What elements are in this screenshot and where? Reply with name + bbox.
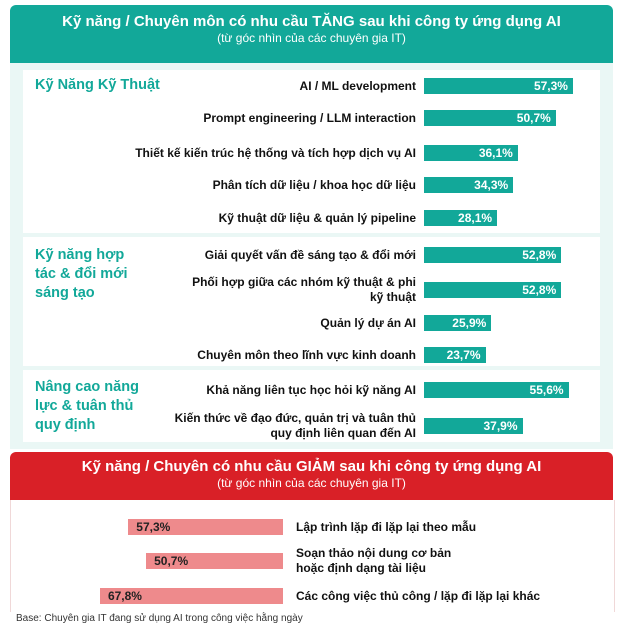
bar-value-label: 37,9%	[483, 419, 518, 433]
row-label-ai-ml-development: AI / ML development	[299, 78, 416, 93]
decrease-bar-value-label: 50,7%	[154, 554, 189, 568]
base-footnote: Base: Chuyên gia IT đang sử dụng AI trong công việc hằng ngày	[16, 613, 303, 624]
row-label-quan-ly-du-an-ai: Quản lý dự án AI	[320, 315, 416, 330]
increase-header	[10, 5, 613, 63]
decrease-subtitle: (từ góc nhìn của các chuyên gia IT)	[217, 476, 406, 490]
bar-value-label: 50,7%	[516, 111, 551, 125]
row-label-prompt-engineering-llm-interaction: Prompt engineering / LLM interaction	[203, 110, 416, 125]
row-label-chuyen-mon-theo-linh-vuc-kinh-doanh: Chuyên môn theo lĩnh vực kinh doanh	[197, 347, 416, 362]
row-label-thiet-ke-kien-truc-he-thong-va-tich-hop-dich-vu-ai: Thiết kế kiến trúc hệ thống và tích hợp dịch vụ AI	[135, 145, 416, 160]
group-label-0: Kỹ Năng Kỹ Thuật	[35, 77, 160, 93]
decrease-bar-value-label: 57,3%	[136, 520, 171, 534]
group-label-2: Nâng cao năng lực & tuân thủ quy định	[35, 379, 139, 433]
row-label-kha-nang-lien-tuc-hoc-hoi-ky-nang-ai: Khả năng liên tục học hỏi kỹ năng AI	[206, 382, 416, 397]
increase-title: Kỹ năng / Chuyên môn có nhu cầu TĂNG sau khi công ty ứng dụng AI	[62, 13, 561, 30]
row-label-ky-thuat-du-lieu-quan-ly-pipeline: Kỹ thuật dữ liệu & quản lý pipeline	[218, 210, 416, 225]
bar-value-label: 25,9%	[452, 316, 487, 330]
decrease-bar-value-label: 67,8%	[107, 589, 142, 603]
bar-value-label: 34,3%	[474, 178, 509, 192]
decrease-row-label-2: Các công việc thủ công / lặp đi lặp lại khác	[296, 588, 541, 603]
bar-value-label: 23,7%	[446, 348, 481, 362]
decrease-header	[10, 452, 613, 500]
row-label-kien-thuc-ve-dao-duc-quan-tri-va-tuan-thu-quy-dinh-lien-quan-den-ai: Kiến thức về đạo đức, quản trị và tuân thủ quy định liên quan đến AI	[174, 411, 416, 440]
bar-value-label: 57,3%	[533, 79, 568, 93]
group-label-1: Kỹ năng hợp tác & đổi mới sáng tạo	[35, 247, 128, 301]
bar-value-label: 55,6%	[529, 383, 564, 397]
row-label-giai-quyet-van-de-sang-tao-doi-moi: Giải quyết vấn đề sáng tạo & đổi mới	[204, 247, 416, 262]
decrease-row-label-0: Lập trình lặp đi lặp lại theo mẫu	[296, 519, 477, 534]
row-label-phan-tich-du-lieu-khoa-hoc-du-lieu: Phân tích dữ liệu / khoa học dữ liệu	[212, 177, 416, 192]
increase-subtitle: (từ góc nhìn của các chuyên gia IT)	[217, 31, 406, 45]
bar-value-label: 28,1%	[458, 211, 493, 225]
bar-value-label: 52,8%	[522, 248, 557, 262]
bar-value-label: 36,1%	[478, 146, 513, 160]
decrease-row-label-1: Soạn thảo nội dung cơ bản hoặc định dạng tài liệu	[296, 546, 452, 575]
decrease-title: Kỹ năng / Chuyên có nhu cầu GIẢM sau khi công ty ứng dụng AI	[81, 458, 542, 475]
bar-value-label: 52,8%	[522, 283, 557, 297]
row-label-phoi-hop-giua-cac-nhom-ky-thuat-phi-ky-thuat: Phối hợp giữa các nhóm kỹ thuật & phi kỹ thuật	[192, 275, 416, 304]
